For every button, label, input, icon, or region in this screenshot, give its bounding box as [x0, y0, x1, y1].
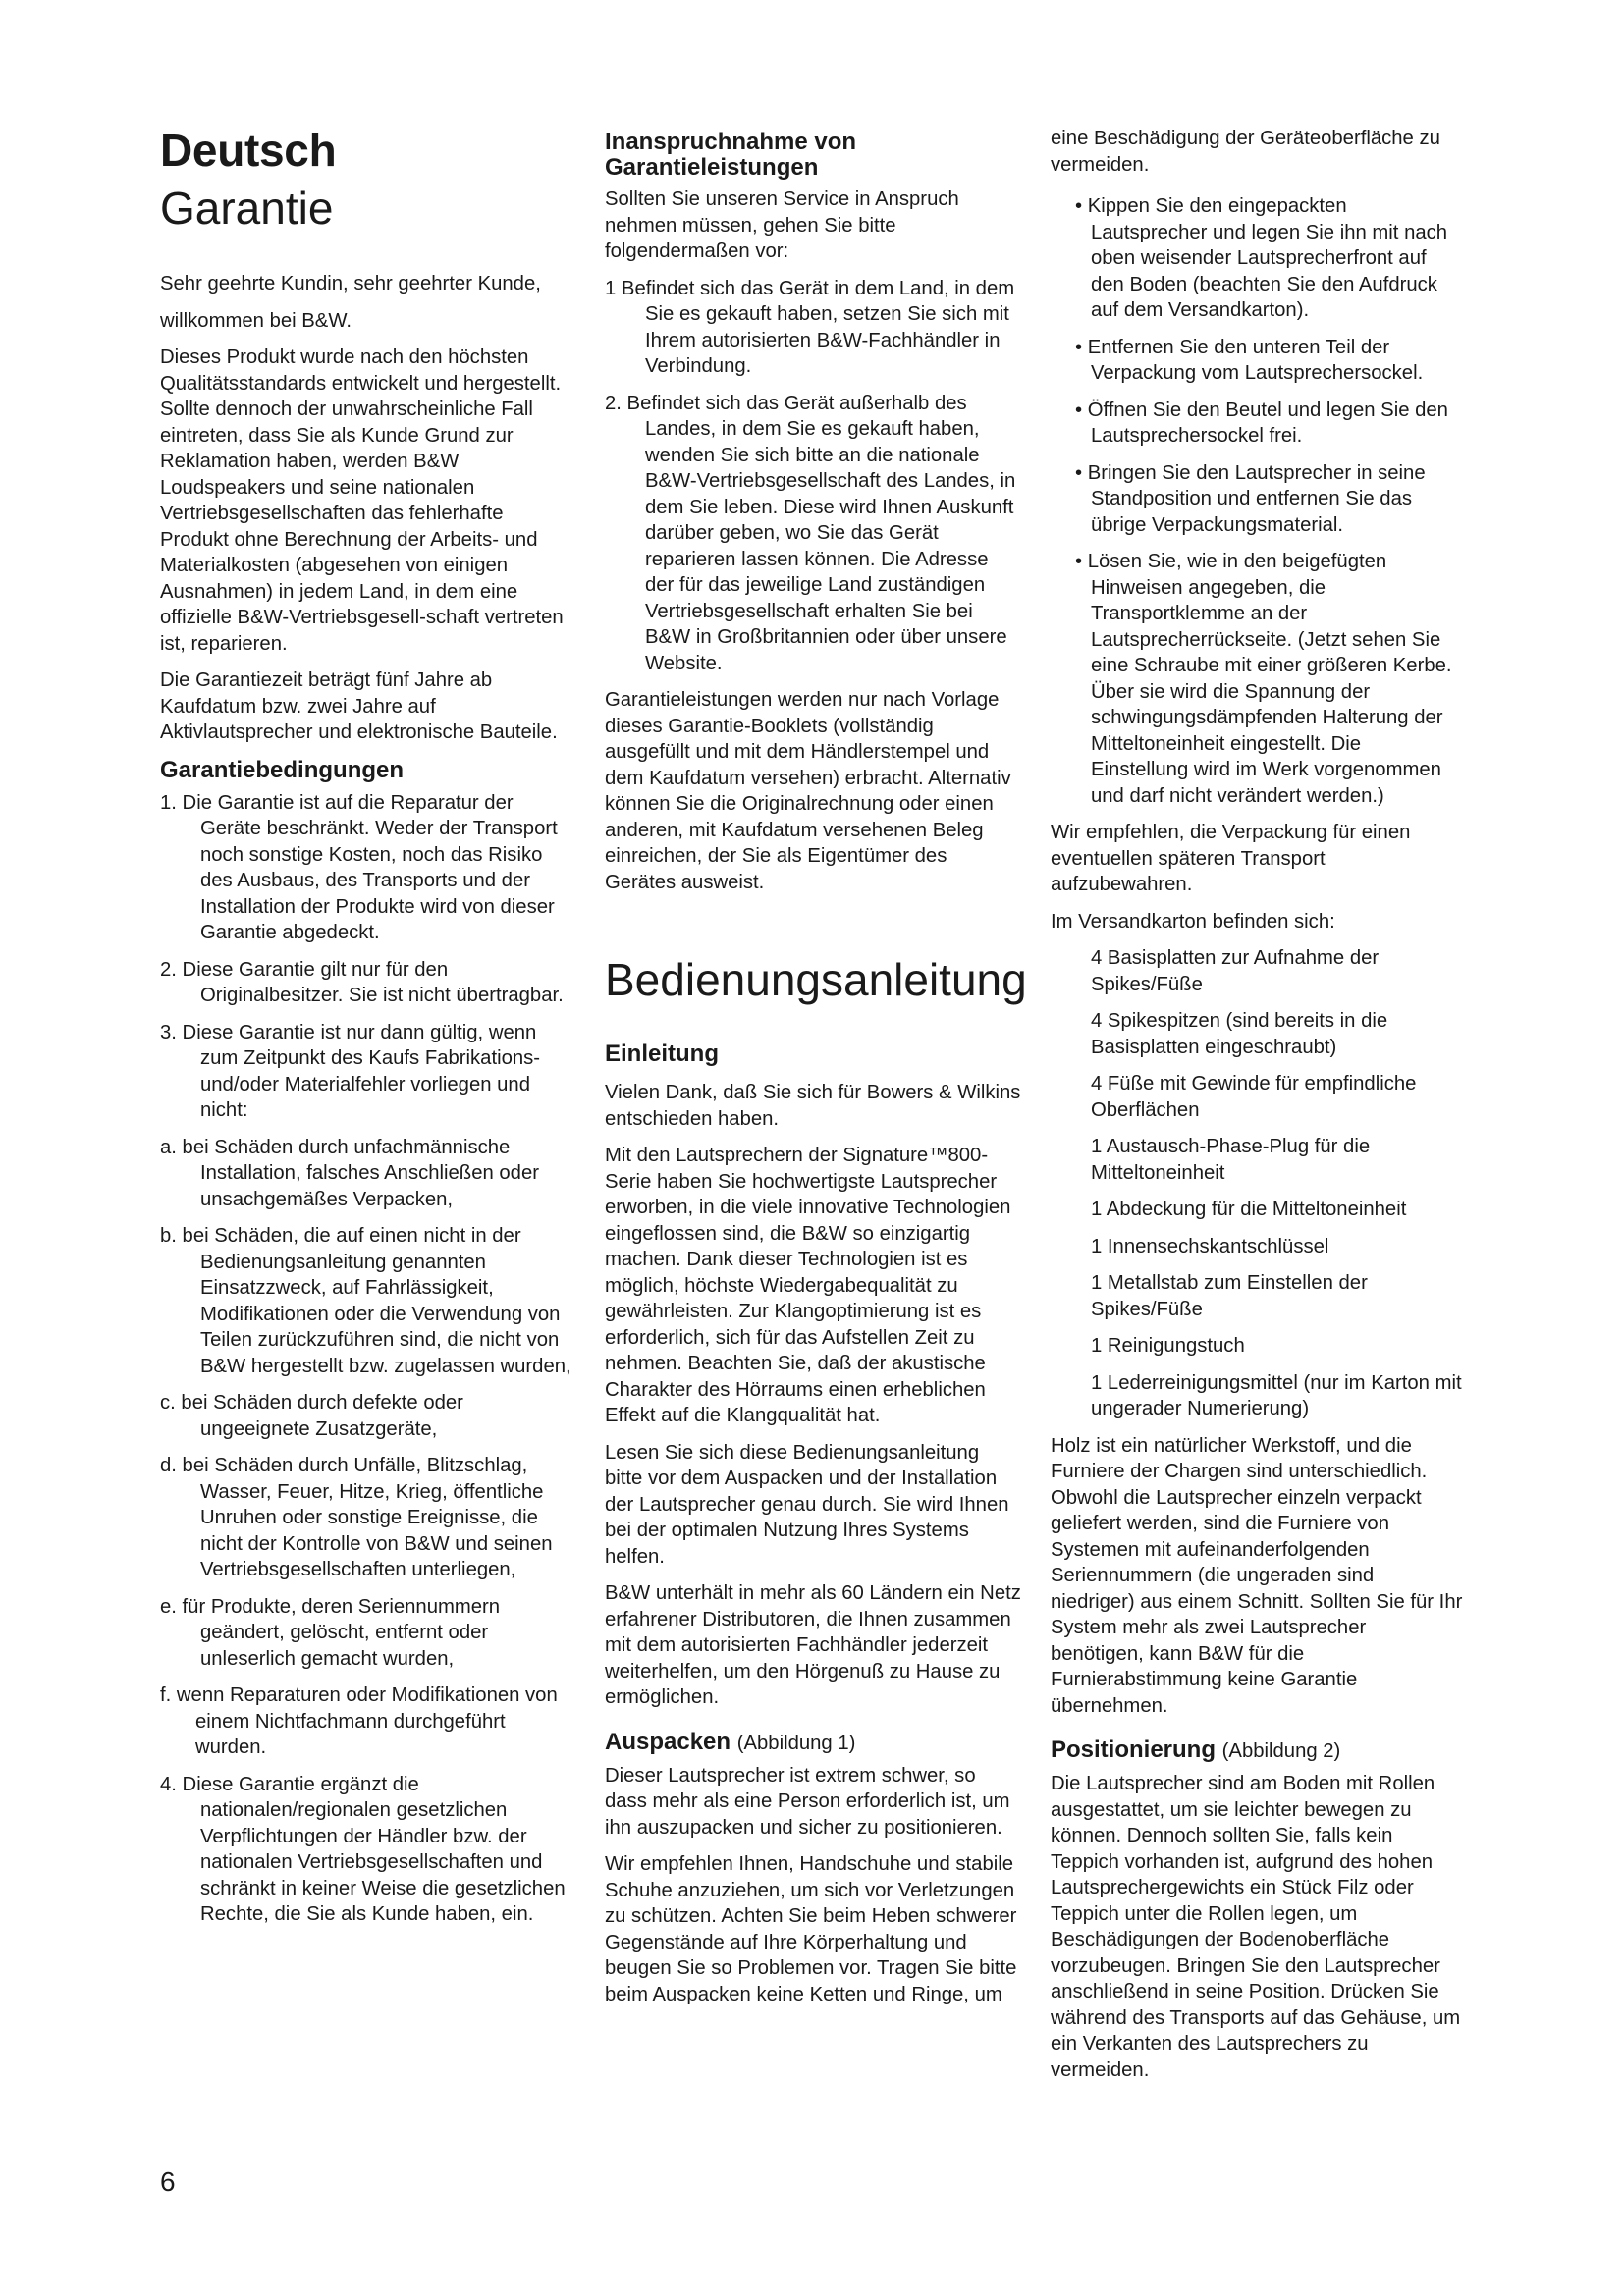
condition-b: b. bei Schäden, die auf einen nicht in der Bedienungsanleitung genannten Einsatzzweck, auf Fahrlässigkeit, Modifikationen oder die Verwendung von Teilen zurückzuführen sind, die nicht von B&W hergestellt bzw. zugelassen wurden,: [160, 1225, 571, 1377]
greeting-line-1: Sehr geehrte Kundin, sehr geehrter Kunde,: [160, 273, 541, 294]
unpack-heading: [605, 1729, 1022, 1757]
claim-step-2: 2. Befindet sich das Gerät außerhalb des Landes, in dem Sie es gekauft haben, wenden Sie sich bitte an die nationale B&W-Vertriebsgesellschaft des Landes, in dem Sie leben. Diese wird Ihnen Auskunft darüber geben, wo Sie das Gerät reparieren lassen können. Die Adresse der für das jeweilige Land zuständigen Vertriebsgesellschaft erhalten Sie bei B&W in Großbritannien oder über unsere Website.: [605, 392, 1016, 674]
claim-note: Garantieleistungen werden nur nach Vorlage dieses Garantie-Booklets (vollständig ausgefüllt und mit dem Händlerstempel und dem Kaufdatum versehen) erbracht. Alternativ können Sie die Originalrechnung oder einen anderen, mit Kaufdatum versehenen Beleg einreichen, der Sie als Eigentümer des Gerätes ausweist.: [605, 689, 1011, 893]
unpack-bullet-1: • Kippen Sie den eingepackten Lautsprecher und legen Sie ihn mit nach oben weisender Lautsprecherfront auf den Boden (beachten Sie den Aufdruck auf dem Versandkarton).: [1075, 195, 1448, 321]
position-heading: [1051, 1736, 1463, 1765]
unpack-heading-text: Auspacken: [605, 1728, 731, 1755]
condition-1: 1. Die Garantie ist auf die Reparatur der Geräte beschränkt. Weder der Transport noch sonstige Kosten, noch das Risiko des Ausbaus, des Transports und der Installation der Produkte wird von dieser Garantie abgedeckt.: [160, 791, 558, 943]
unpack-bullet-3: • Öffnen Sie den Beutel und legen Sie den Lautsprechersockel frei.: [1075, 399, 1448, 447]
condition-4: 4. Diese Garantie ergänzt die nationalen/regionalen gesetzlichen Verpflichtungen der Händler bzw. der nationalen Vertriebsgesellschaften und schränkt in keiner Weise die gesetzlichen Rechte, die Sie als Kunde haben, ein.: [160, 1773, 566, 1925]
condition-a: a. bei Schäden durch unfachmännische Installation, falsches Anschließen oder unsachgemäßes Verpacken,: [160, 1136, 539, 1210]
conditions-heading: Garantiebedingungen: [160, 756, 405, 783]
condition-c: c. bei Schäden durch defekte oder ungeeignete Zusatzgeräte,: [160, 1392, 463, 1440]
intro-paragraph-4: B&W unterhält in mehr als 60 Ländern ein Netz erfahrener Distributoren, die Ihnen zusammen mit dem autorisierten Fachhändler jederzeit weiterhelfen, um den Hörgenuß zu Hause zu ermöglichen.: [605, 1582, 1021, 1708]
box-item: 4 Spikespitzen (sind bereits in die Basisplatten eingeschraubt): [1091, 1010, 1388, 1058]
intro-heading: Einleitung: [605, 1041, 719, 1067]
manual-title: Bedienungsanleitung: [605, 954, 1027, 1005]
unpack-figure-ref: (Abbildung 1): [736, 1732, 856, 1754]
box-item: 1 Metallstab zum Einstellen der Spikes/Füße: [1091, 1272, 1368, 1320]
condition-f: f. wenn Reparaturen oder Modifikationen von einem Nichtfachmann durchgeführt wurden.: [160, 1684, 558, 1758]
claim-step-1: 1 Befindet sich das Gerät in dem Land, in dem Sie es gekauft haben, setzen Sie sich mit Ihrem autorisierten B&W-Fachhändler in Verbindung.: [605, 277, 1015, 377]
claim-heading: Inanspruchnahme von Garantieleistungen: [605, 129, 857, 181]
box-item: 1 Austausch-Phase-Plug für die Mitteltoneinheit: [1091, 1136, 1371, 1184]
condition-2: 2. Diese Garantie gilt nur für den Originalbesitzer. Sie ist nicht übertragbar.: [160, 958, 564, 1006]
box-item: 1 Reinigungstuch: [1091, 1335, 1245, 1357]
condition-3: 3. Diese Garantie ist nur dann gültig, wenn zum Zeitpunkt des Kaufs Fabrikations- und/oder Materialfehler vorliegen und nicht:: [160, 1021, 541, 1121]
column-right: [1051, 126, 1463, 2094]
position-figure-ref: (Abbildung 2): [1221, 1740, 1341, 1762]
unpack-continued: eine Beschädigung der Geräteoberfläche zu vermeiden.: [1051, 128, 1440, 176]
box-contents-intro: Im Versandkarton befinden sich:: [1051, 910, 1335, 933]
unpack-paragraph-1: Dieser Lautsprecher ist extrem schwer, so dass mehr als eine Person erforderlich ist, um ihn auszupacken und sicher zu positionieren.: [605, 1764, 1010, 1839]
page-number: 6: [160, 2166, 176, 2197]
packaging-keep: Wir empfehlen, die Verpackung für einen eventuellen späteren Transport aufzubewahren.: [1051, 822, 1411, 895]
intro-paragraph-1: Vielen Dank, daß Sie sich für Bowers & Wilkins entschieden haben.: [605, 1082, 1021, 1130]
box-item: 4 Füße mit Gewinde für empfindliche Oberflächen: [1091, 1073, 1417, 1121]
box-item: 1 Lederreinigungsmittel (nur im Karton mit ungerader Numerierung): [1091, 1371, 1462, 1419]
box-item: 4 Basisplatten zur Aufnahme der Spikes/Füße: [1091, 947, 1380, 995]
unpack-bullet-2: • Entfernen Sie den unteren Teil der Verpackung vom Lautsprechersockel.: [1075, 336, 1424, 384]
wood-note: Holz ist ein natürlicher Werkstoff, und die Furniere der Chargen sind unterschiedlich. Obwohl die Lautsprecher einzeln verpackt geliefert werden, sind die Furniere von Systemen mit aufeinanderfolgenden Seriennummern (die ungeraden sind niedriger) aus einem Schnitt. Sollten Sie für Ihr System mehr als zwei Lautsprecher benötigen, kann B&W für die Furnierabstimmung keine Garantie übernehmen.: [1051, 1434, 1463, 1717]
condition-e: e. für Produkte, deren Seriennummern geändert, gelöscht, entfernt oder unleserlich gemacht wurden,: [160, 1595, 501, 1670]
warranty-paragraph-1: Dieses Produkt wurde nach den höchsten Qualitätsstandards entwickelt und hergestellt. Sollte dennoch der unwahrscheinliche Fall eintreten, dass Sie als Kunde Grund zur Reklamation haben, werden B&W Loudspeakers und seine nationalen Vertriebsgesellschaften das fehlerhafte Produkt ohne Berechnung der Arbeits- und Materialkosten (abgesehen von einigen Ausnahmen) in jedem Land, in dem eine offizielle B&W-Vertriebsgesell-schaft vertreten ist, reparieren.: [160, 347, 564, 655]
warranty-title: Garantie: [160, 183, 334, 234]
column-left: [160, 126, 572, 1939]
unpack-bullet-4: • Bringen Sie den Lautsprecher in seine Standposition und entfernen Sie das übrige Verpackungsmaterial.: [1075, 461, 1426, 536]
language-title: Deutsch: [160, 125, 337, 176]
position-heading-text: Positionierung: [1051, 1736, 1216, 1763]
unpack-paragraph-2: Wir empfehlen Ihnen, Handschuhe und stabile Schuhe anzuziehen, um sich vor Verletzungen zu schützen. Achten Sie beim Heben schwerer Gegenstände auf Ihre Körperhaltung und beugen Sie so Problemen vor. Tragen Sie bitte beim Auspacken keine Ketten und Ringe, um: [605, 1853, 1017, 2005]
condition-d: d. bei Schäden durch Unfälle, Blitzschlag, Wasser, Feuer, Hitze, Krieg, öffentliche Unruhen oder sonstige Ereignisse, die nicht der Kontrolle von B&W und seinen Vertriebsgesellschaften unterliegen,: [160, 1455, 553, 1580]
intro-paragraph-2: Mit den Lautsprechern der Signature™800-Serie haben Sie hochwertigste Lautsprecher erworben, in die viele innovative Technologien eingeflossen sind, die B&W so einzigartig machen. Dank dieser Technologien ist es möglich, höchste Wiedergabequalität zu gewährleisten. Zur Klangoptimierung ist es erforderlich, sich für das Aufstellen Zeit zu nehmen. Beachten Sie, daß der akustische Charakter des Hörraums einen erheblichen Effekt auf die Klangqualität hat.: [605, 1145, 1011, 1426]
box-item: 1 Abdeckung für die Mitteltoneinheit: [1091, 1199, 1407, 1220]
position-paragraph: Die Lautsprecher sind am Boden mit Rollen ausgestattet, um sie leichter bewegen zu können. Dennoch sollten Sie, falls kein Teppich vorhanden ist, aufgrund des hohen Lautsprechergewichts ein Stück Filz oder Teppich unter die Rollen legen, um Beschädigungen der Bodenoberfläche vorzubeugen. Bringen Sie den Lautsprecher anschließend in seine Position. Drücken Sie während des Transports auf das Gehäuse, um ein Verkanten des Lautsprechers zu vermeiden.: [1051, 1773, 1461, 2081]
intro-paragraph-3: Lesen Sie sich diese Bedienungsanleitung bitte vor dem Auspacken und der Installation der Lautsprecher genau durch. Sie wird Ihnen bei der optimalen Nutzung Ihres Systems helfen.: [605, 1441, 1009, 1568]
warranty-paragraph-2: Die Garantiezeit beträgt fünf Jahre ab Kaufdatum bzw. zwei Jahre auf Aktivlautsprecher und elektronische Bauteile.: [160, 669, 558, 743]
claim-intro: Sollten Sie unseren Service in Anspruch nehmen müssen, gehen Sie bitte folgendermaßen vor:: [605, 188, 959, 262]
unpack-bullet-5: • Lösen Sie, wie in den beigefügten Hinweisen angegeben, die Transportklemme an der Lautsprecherrückseite. (Jetzt sehen Sie eine Schraube mit einer größeren Kerbe. Über sie wird die Spannung der schwingungsdämpfenden Halterung der Mitteltoneinheit eingestellt. Die Einstellung wird im Werk vorgenommen und darf nicht verändert werden.): [1075, 551, 1452, 807]
greeting-line-2: willkommen bei B&W.: [160, 309, 352, 332]
box-item: 1 Innensechskantschlüssel: [1091, 1235, 1329, 1257]
column-middle: [605, 129, 1027, 2018]
